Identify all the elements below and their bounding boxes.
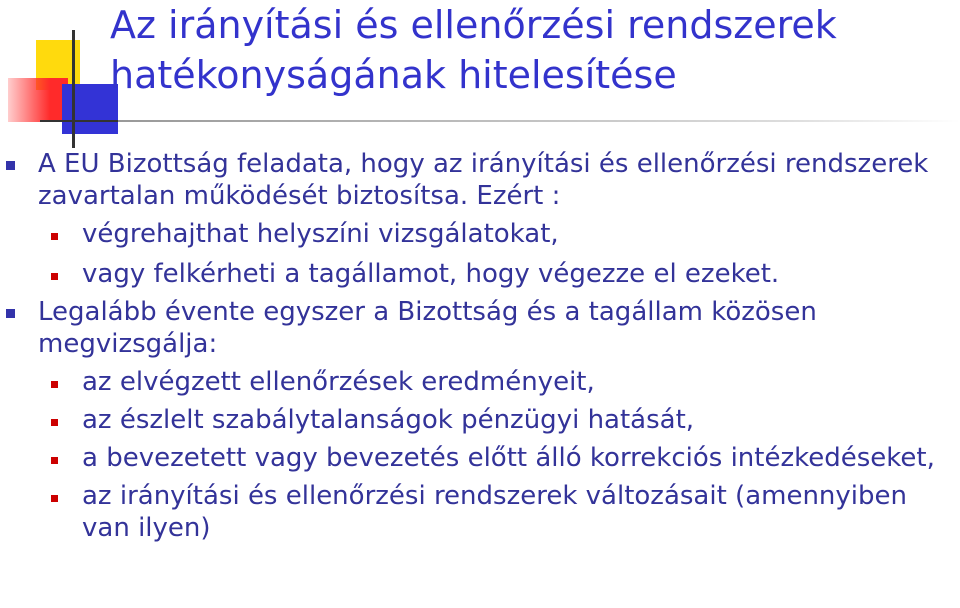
decoration-vertical-line <box>72 30 75 148</box>
bullet-2-sub-3 <box>0 442 960 474</box>
bullet-2-sub-1-text: az elvégzett ellenőrzések eredményeit, <box>82 367 595 397</box>
square-bullet-icon <box>51 273 58 280</box>
bullet-1 <box>0 148 960 212</box>
square-bullet-icon <box>51 457 58 464</box>
bullet-2 <box>0 296 960 360</box>
bullet-2-sub-4 <box>0 480 960 544</box>
bullet-1-sub-2 <box>0 258 960 290</box>
title-divider <box>118 120 960 122</box>
decoration-red-square <box>8 78 68 122</box>
bullet-2-sub-3-text: a bevezetett vagy bevezetés előtt álló korrekciós intézkedéseket, <box>82 443 935 473</box>
bullet-2-sub-4-text: az irányítási és ellenőrzési rendszerek változásait (amennyiben van ilyen) <box>82 481 907 543</box>
bullet-2-sub-2-text: az észlelt szabálytalanságok pénzügyi hatását, <box>82 405 695 435</box>
slide-title-line-2: hatékonyságának hitelesítése <box>110 53 677 97</box>
slide-title <box>110 0 960 100</box>
square-bullet-icon <box>51 495 58 502</box>
bullet-2-sub-2 <box>0 404 960 436</box>
bullet-2-sub-1 <box>0 366 960 398</box>
slide-body <box>0 148 960 544</box>
bullet-1-sub-1-text: végrehajthat helyszíni vizsgálatokat, <box>82 219 559 249</box>
bullet-1-sub-2-text: vagy felkérheti a tagállamot, hogy végezze el ezeket. <box>82 259 780 289</box>
decoration-horizontal-line <box>40 120 122 122</box>
square-bullet-icon <box>51 419 58 426</box>
square-bullet-icon <box>6 309 15 318</box>
square-bullet-icon <box>51 381 58 388</box>
square-bullet-icon <box>51 233 58 240</box>
bullet-1-text: A EU Bizottság feladata, hogy az irányítási és ellenőrzési rendszerek zavartalan működését biztosítsa. Ezért : <box>38 149 929 211</box>
square-bullet-icon <box>6 161 15 170</box>
bullet-2-text: Legalább évente egyszer a Bizottság és a tagállam közösen megvizsgálja: <box>38 297 817 359</box>
slide-title-line-1: Az irányítási és ellenőrzési rendszerek <box>110 3 837 47</box>
bullet-1-sub-1 <box>0 218 960 250</box>
